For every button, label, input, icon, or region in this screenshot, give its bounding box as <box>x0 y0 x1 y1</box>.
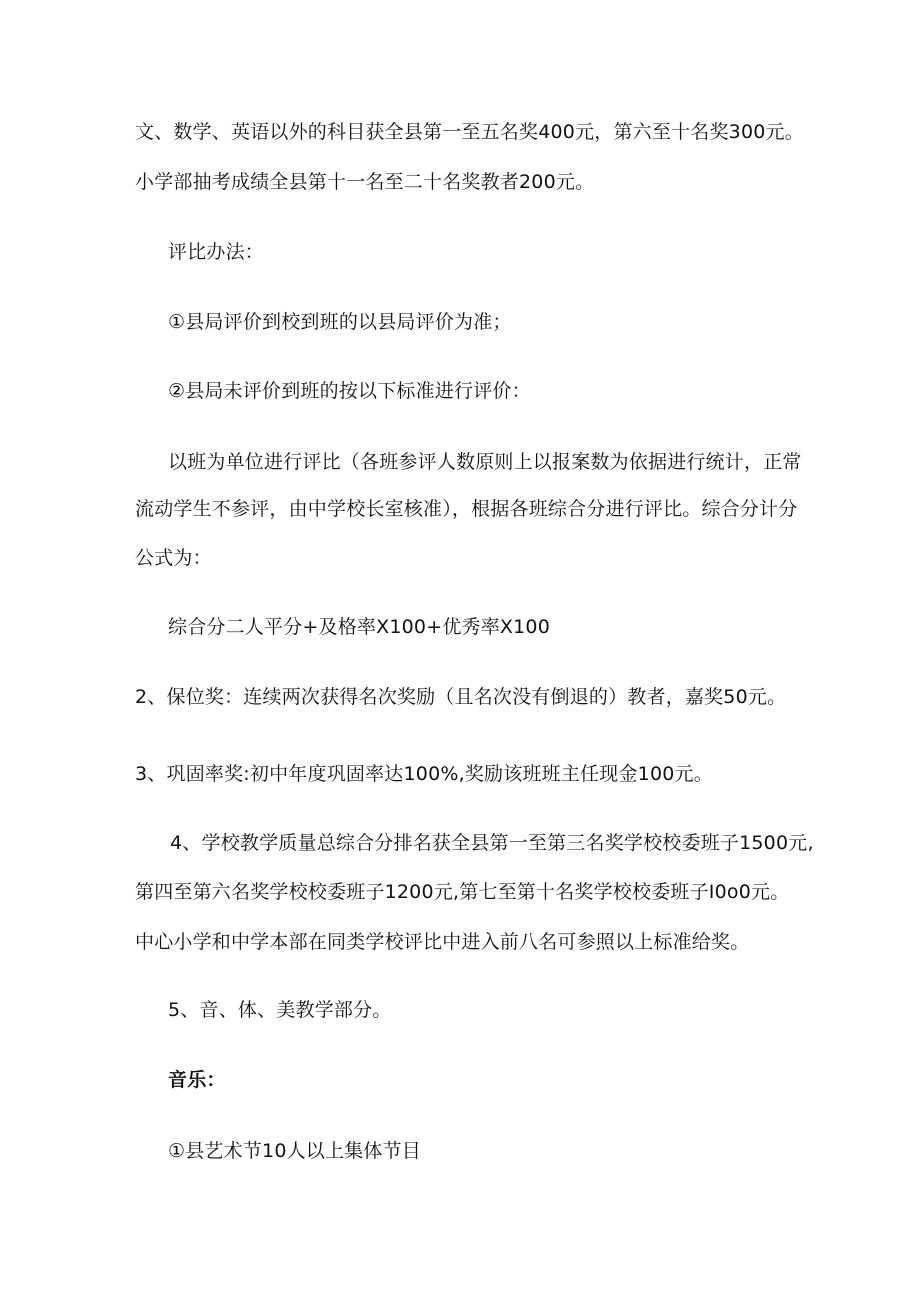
section-heading-music: 音乐： <box>168 1069 226 1091</box>
text-line: 2、保位奖：连续两次获得名次奖励（且名次没有倒退的）教者，嘉奖50元。 <box>135 686 787 708</box>
section-heading-evaluation-method: 评比办法： <box>168 241 265 263</box>
text-line: 第四至第六名奖学校校委班子1200元,第七至第十名奖学校校委班子I0o0元。 <box>135 881 790 903</box>
formula-line: 综合分二人平分+及格率X100+优秀率X100 <box>168 616 551 638</box>
text-line: 公式为： <box>135 547 212 569</box>
text-line: 4、学校教学质量总综合分排名获全县第一至第三名奖学校校委班子1500元, <box>170 832 814 854</box>
text-line: 文、数学、英语以外的科目获全县第一至五名奖400元，第六至十名奖300元。 <box>135 121 804 143</box>
text-line: 流动学生不参评，由中学校长室核准），根据各班综合分进行评比。综合分计分 <box>135 498 798 520</box>
text-line: ②县局未评价到班的按以下标准进行评价： <box>168 380 531 402</box>
text-line: 小学部抽考成绩全县第十一名至二十名奖教者200元。 <box>135 171 595 193</box>
text-line: 3、巩固率奖:初中年度巩固率达100%,奖励该班班主任现金100元。 <box>135 763 713 785</box>
text-line: ①县局评价到校到班的以县局评价为准； <box>168 311 512 333</box>
text-line: ①县艺术节10人以上集体节目 <box>168 1140 422 1162</box>
section-heading-arts: 5、音、体、美教学部分。 <box>168 999 392 1021</box>
text-line: 以班为单位进行评比（各班参评人数原则上以报案数为依据进行统计，正常 <box>168 451 802 473</box>
text-line: 中心小学和中学本部在同类学校评比中进入前八名可参照以上标准给奖。 <box>135 931 750 953</box>
